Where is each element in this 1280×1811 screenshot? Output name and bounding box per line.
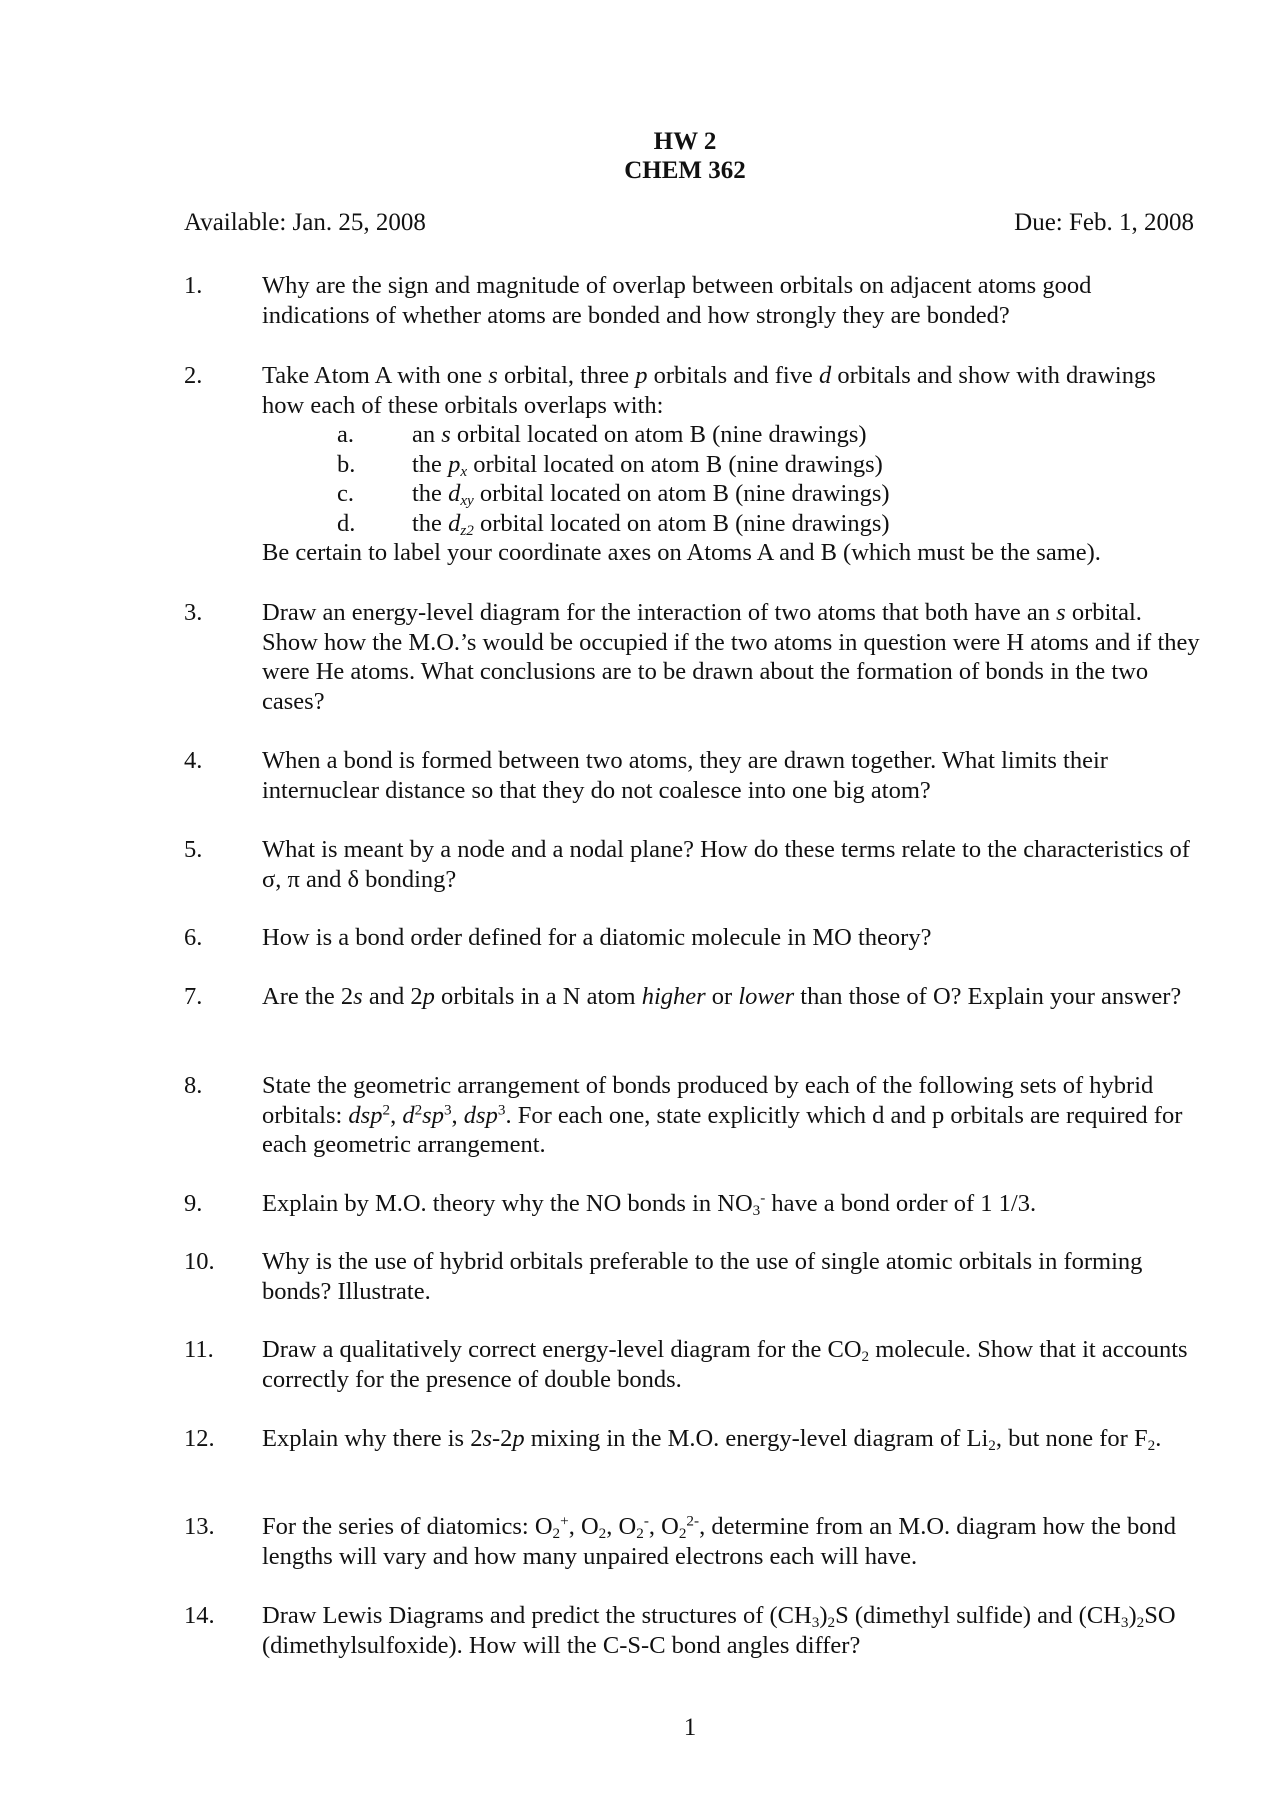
- question-number: 12.: [184, 1425, 215, 1452]
- part-label: a.: [337, 421, 354, 448]
- question-text: How is a bond order defined for a diatomic molecule in MO theory?: [262, 924, 932, 951]
- part-label: b.: [337, 450, 356, 478]
- homework-title: HW 2: [653, 128, 717, 155]
- question-text: Why is the use of hybrid orbitals preferable to the use of single atomic orbitals in forming bonds? Illustrate.: [262, 1248, 1143, 1305]
- part-label: c.: [337, 480, 354, 507]
- part-text: an s orbital located on atom B (nine drawings): [412, 421, 867, 448]
- question-text: What is meant by a node and a nodal plane? How do these terms relate to the characteristics of σ, π and δ bonding?: [262, 836, 1190, 893]
- question-part-a: [262, 420, 1202, 450]
- question-text: When a bond is formed between two atoms, they are drawn together. What limits their internuclear distance so that they do not coalesce into one big atom?: [262, 747, 1108, 804]
- date-line: [184, 208, 1194, 238]
- question-number: 1.: [184, 272, 203, 299]
- question-number: 14.: [184, 1602, 215, 1629]
- part-text: the $d_{xy}$ orbital located on atom B (nine drawings): [412, 480, 890, 509]
- question-number: 4.: [184, 747, 203, 774]
- question-text: Draw a qualitatively correct energy-level diagram for the $CO_2$ molecule. Show that it accounts correctly for the presence of double bonds.: [262, 1336, 1188, 1393]
- question-number: 5.: [184, 836, 203, 863]
- question-number: 3.: [184, 599, 203, 626]
- question-text: Are the 2s and 2p orbitals in a N atom higher or lower than those of O? Explain your answer?: [262, 983, 1182, 1010]
- question-number: 7.: [184, 983, 203, 1010]
- question-text: Explain why there is 2s-2p mixing in the M.O. energy-level diagram of $Li_2$, but none for $F_2$.: [262, 1425, 1162, 1454]
- question-text: Explain by M.O. theory why the NO bonds in $NO_3^-$ have a bond order of 1 1/3.: [262, 1189, 1037, 1219]
- question-number: 13.: [184, 1513, 215, 1540]
- question-text: Draw an energy-level diagram for the interaction of two atoms that both have an s orbital. Show how the M.O.’s would be occupied if the two atoms in question were H atoms and if they were He atoms. What conclusions are to be drawn about the formation of bonds in the two cases?: [262, 599, 1200, 715]
- question-outro-text: Be certain to label your coordinate axes on Atoms A and B (which must be the same).: [262, 539, 1101, 566]
- question-number: 9.: [184, 1190, 203, 1217]
- question-text: Take Atom A with one s orbital, three p orbitals and five d orbitals and show with drawings how each of these orbitals overlaps with:: [262, 362, 1156, 419]
- course-title: CHEM 362: [624, 157, 746, 184]
- question-part-c: [262, 479, 1202, 509]
- question-text: Why are the sign and magnitude of overlap between orbitals on adjacent atoms good indications of whether atoms are bonded and how strongly they are bonded?: [262, 272, 1092, 329]
- question-number: 11.: [184, 1336, 214, 1363]
- due-date: Due: Feb. 1, 2008: [1014, 209, 1194, 236]
- question-number: 8.: [184, 1072, 203, 1099]
- question-number: 6.: [184, 924, 203, 951]
- question-number: 10.: [184, 1248, 215, 1275]
- question-number: 2.: [184, 362, 203, 389]
- part-label: d.: [337, 509, 356, 537]
- question-text: Draw Lewis Diagrams and predict the structures of $(CH_3)_2S$ (dimethyl sulfide) and $(CH_3)_2SO$ (dimethylsulfoxide). How will the C-S-C bond angles differ?: [262, 1602, 1176, 1659]
- question-text: For the series of diatomics: $O_2^+$, $O_2$, $O_2^-$, $O_2^{2-}$, determine from an M.O. diagram how the bond lengths will vary and how many unpaired electrons each will have.: [262, 1512, 1177, 1570]
- part-text: the $p_x$ orbital located on atom B (nine drawings): [412, 450, 883, 480]
- question-text: State the geometric arrangement of bonds produced by each of the following sets of hybrid orbitals: dsp$^2$, $d^2sp^3$, dsp$^3$. For each one, state explicitly which d and p orbitals are required for each geometric arrangement.: [262, 1072, 1183, 1158]
- question-part-d: [262, 509, 1202, 539]
- part-text: the $d_{z2}$ orbital located on atom B (nine drawings): [412, 509, 890, 539]
- available-date: Available: Jan. 25, 2008: [184, 209, 426, 236]
- page-number: 1: [683, 1714, 697, 1741]
- question-part-b: [262, 450, 1202, 480]
